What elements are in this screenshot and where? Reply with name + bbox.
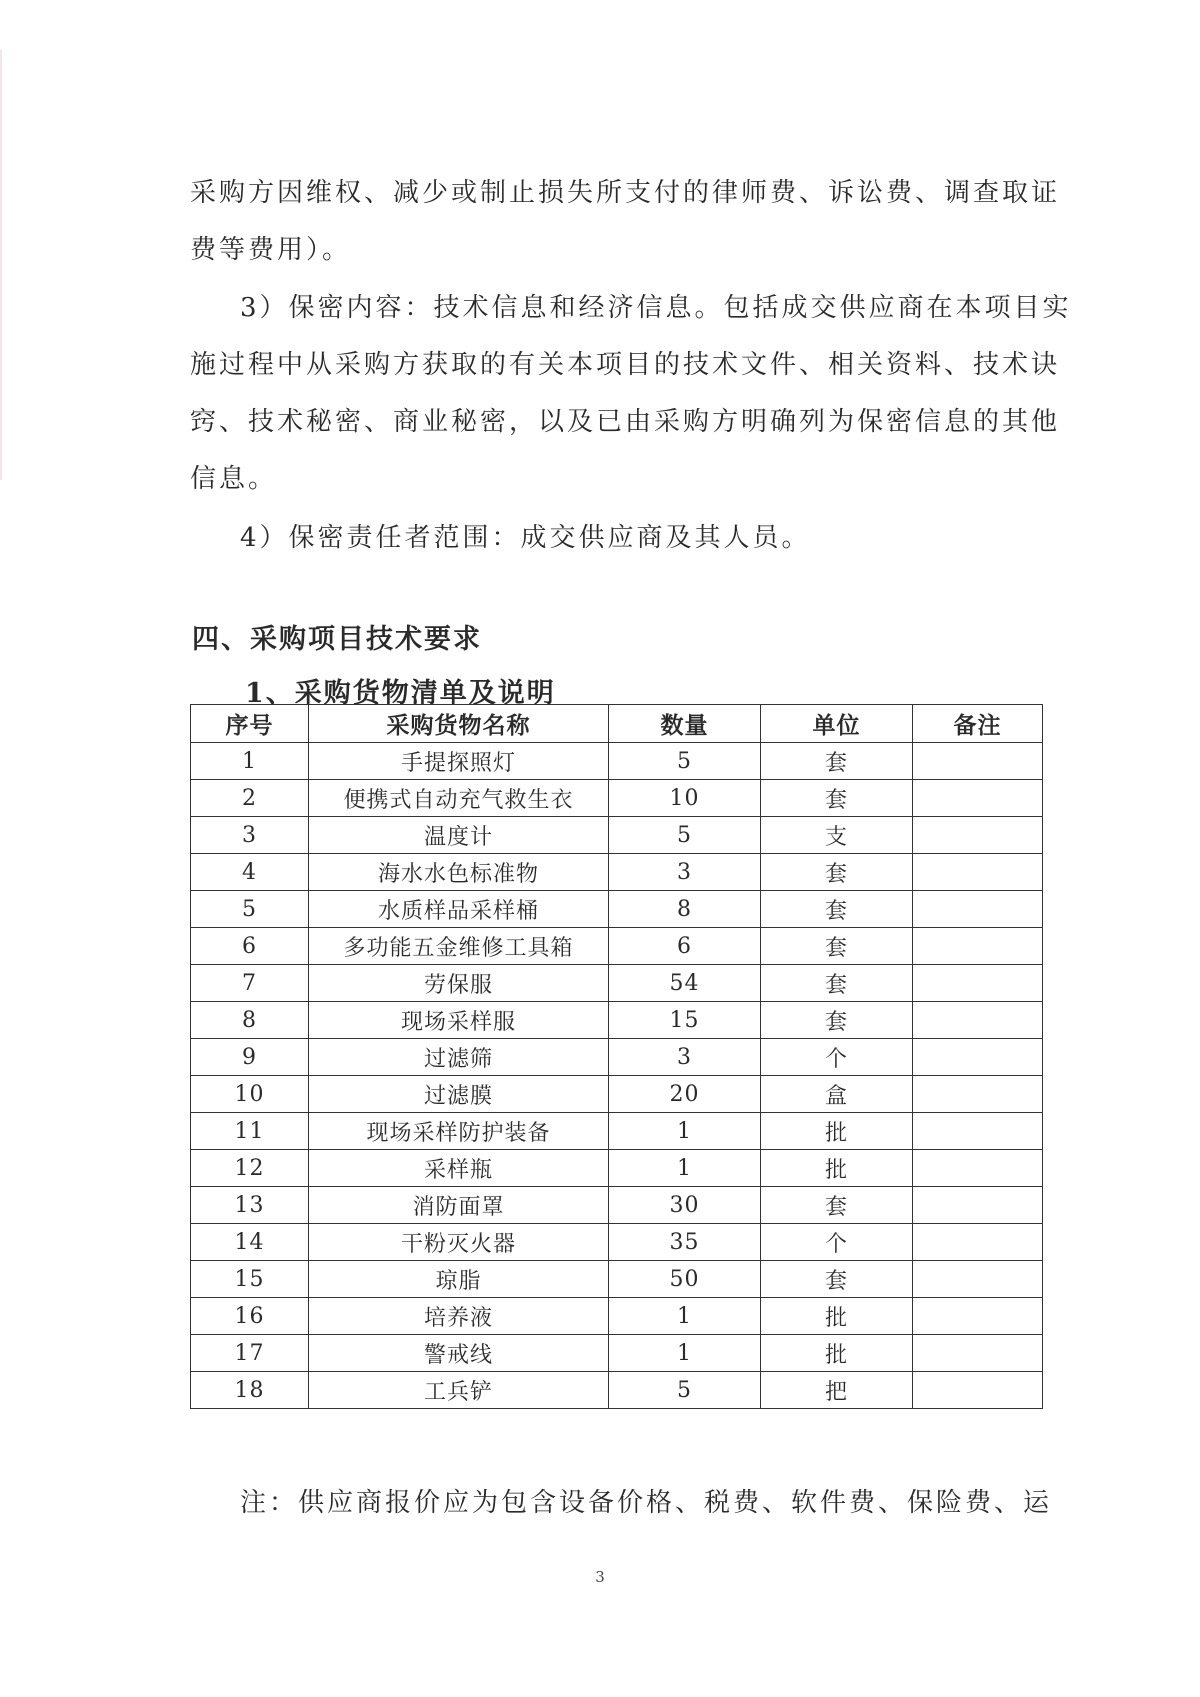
cell-item-name: 水质样品采样桶 xyxy=(309,891,609,928)
cell-item-name: 琼脂 xyxy=(309,1261,609,1298)
cell-remarks xyxy=(913,1113,1043,1150)
text-line: 费等费用）。 xyxy=(190,235,352,265)
cell-quantity: 20 xyxy=(609,1076,761,1113)
table-row xyxy=(191,1298,1043,1335)
cell-remarks xyxy=(913,891,1043,928)
cell-unit: 个 xyxy=(761,1039,913,1076)
table-row xyxy=(191,1335,1043,1372)
cell-serial: 12 xyxy=(191,1150,309,1187)
table-row xyxy=(191,1261,1043,1298)
cell-serial: 2 xyxy=(191,780,309,817)
cell-quantity: 3 xyxy=(609,1039,761,1076)
table-row xyxy=(191,1039,1043,1076)
cell-unit: 批 xyxy=(761,1150,913,1187)
cell-serial: 4 xyxy=(191,854,309,891)
table-row xyxy=(191,1224,1043,1261)
cell-unit: 套 xyxy=(761,1261,913,1298)
cell-remarks xyxy=(913,965,1043,1002)
header-remarks: 备注 xyxy=(913,705,1043,743)
cell-serial: 14 xyxy=(191,1224,309,1261)
table-row xyxy=(191,928,1043,965)
text-line: 窍、技术秘密、商业秘密，以及已由采购方明确列为保密信息的其他 xyxy=(190,407,1061,437)
cell-remarks xyxy=(913,928,1043,965)
paragraph-confidential-content xyxy=(190,280,1072,508)
cell-item-name: 海水水色标准物 xyxy=(309,854,609,891)
cell-item-name: 劳保服 xyxy=(309,965,609,1002)
cell-serial: 5 xyxy=(191,891,309,928)
cell-serial: 9 xyxy=(191,1039,309,1076)
cell-unit: 套 xyxy=(761,743,913,780)
cell-item-name: 培养液 xyxy=(309,1298,609,1335)
cell-item-name: 手提探照灯 xyxy=(309,743,609,780)
cell-remarks xyxy=(913,1298,1043,1335)
cell-quantity: 6 xyxy=(609,928,761,965)
page-number: 3 xyxy=(595,1568,605,1586)
cell-unit: 批 xyxy=(761,1113,913,1150)
cell-item-name: 警戒线 xyxy=(309,1335,609,1372)
table-row xyxy=(191,1076,1043,1113)
cell-quantity: 5 xyxy=(609,1372,761,1409)
header-quantity: 数量 xyxy=(609,705,761,743)
cell-quantity: 1 xyxy=(609,1150,761,1187)
cell-quantity: 30 xyxy=(609,1187,761,1224)
text-line: 3）保密内容：技术信息和经济信息。包括成交供应商在本项目实 xyxy=(240,293,1072,323)
cell-quantity: 8 xyxy=(609,891,761,928)
cell-quantity: 1 xyxy=(609,1335,761,1372)
cell-item-name: 过滤膜 xyxy=(309,1076,609,1113)
text-line: 4）保密责任者范围：成交供应商及其人员。 xyxy=(240,523,811,553)
table-note: 注：供应商报价应为包含设备价格、税费、软件费、保险费、运 xyxy=(240,1488,1053,1518)
cell-quantity: 50 xyxy=(609,1261,761,1298)
cell-serial: 7 xyxy=(191,965,309,1002)
cell-remarks xyxy=(913,854,1043,891)
cell-item-name: 采样瓶 xyxy=(309,1150,609,1187)
cell-unit: 批 xyxy=(761,1298,913,1335)
cell-remarks xyxy=(913,1261,1043,1298)
cell-unit: 套 xyxy=(761,1187,913,1224)
cell-serial: 6 xyxy=(191,928,309,965)
cell-item-name: 消防面罩 xyxy=(309,1187,609,1224)
section-title: 四、采购项目技术要求 xyxy=(192,624,482,655)
table-row xyxy=(191,743,1043,780)
cell-item-name: 现场采样服 xyxy=(309,1002,609,1039)
cell-remarks xyxy=(913,1335,1043,1372)
cell-unit: 套 xyxy=(761,965,913,1002)
cell-unit: 盒 xyxy=(761,1076,913,1113)
cell-item-name: 温度计 xyxy=(309,817,609,854)
text-line: 施过程中从采购方获取的有关本项目的技术文件、相关资料、技术诀 xyxy=(190,350,1061,380)
margin-mark xyxy=(0,50,2,480)
cell-quantity: 5 xyxy=(609,817,761,854)
cell-item-name: 干粉灭火器 xyxy=(309,1224,609,1261)
cell-serial: 13 xyxy=(191,1187,309,1224)
text-line: 信息。 xyxy=(190,464,278,494)
cell-unit: 个 xyxy=(761,1224,913,1261)
cell-unit: 套 xyxy=(761,854,913,891)
table-row xyxy=(191,891,1043,928)
table-row xyxy=(191,1187,1043,1224)
cell-item-name: 现场采样防护装备 xyxy=(309,1113,609,1150)
cell-quantity: 10 xyxy=(609,780,761,817)
cell-unit: 套 xyxy=(761,891,913,928)
table-row xyxy=(191,780,1043,817)
cell-serial: 11 xyxy=(191,1113,309,1150)
cell-serial: 18 xyxy=(191,1372,309,1409)
cell-item-name: 便携式自动充气救生衣 xyxy=(309,780,609,817)
table-row xyxy=(191,1113,1043,1150)
table-header-row xyxy=(191,705,1043,743)
cell-item-name: 过滤筛 xyxy=(309,1039,609,1076)
table-row xyxy=(191,1150,1043,1187)
cell-remarks xyxy=(913,1150,1043,1187)
cell-remarks xyxy=(913,743,1043,780)
cell-serial: 8 xyxy=(191,1002,309,1039)
cell-serial: 16 xyxy=(191,1298,309,1335)
cell-remarks xyxy=(913,1224,1043,1261)
text-line: 采购方因维权、减少或制止损失所支付的律师费、诉讼费、调查取证 xyxy=(190,178,1061,208)
cell-item-name: 工兵铲 xyxy=(309,1372,609,1409)
cell-quantity: 35 xyxy=(609,1224,761,1261)
cell-remarks xyxy=(913,780,1043,817)
cell-serial: 3 xyxy=(191,817,309,854)
table-row xyxy=(191,1002,1043,1039)
cell-remarks xyxy=(913,1002,1043,1039)
table-row xyxy=(191,817,1043,854)
section-subtitle: 1、采购货物清单及说明 xyxy=(245,678,556,709)
cell-unit: 批 xyxy=(761,1335,913,1372)
header-unit: 单位 xyxy=(761,705,913,743)
table-row xyxy=(191,854,1043,891)
table-row xyxy=(191,1372,1043,1409)
cell-remarks xyxy=(913,1076,1043,1113)
goods-table xyxy=(190,704,1043,1409)
cell-quantity: 3 xyxy=(609,854,761,891)
cell-remarks xyxy=(913,1039,1043,1076)
cell-unit: 套 xyxy=(761,1002,913,1039)
cell-unit: 把 xyxy=(761,1372,913,1409)
header-item-name: 采购货物名称 xyxy=(309,705,609,743)
cell-remarks xyxy=(913,817,1043,854)
cell-serial: 1 xyxy=(191,743,309,780)
cell-serial: 10 xyxy=(191,1076,309,1113)
paragraph-continuation xyxy=(190,165,1061,279)
cell-quantity: 15 xyxy=(609,1002,761,1039)
cell-remarks xyxy=(913,1372,1043,1409)
cell-quantity: 54 xyxy=(609,965,761,1002)
paragraph-confidential-scope xyxy=(240,510,1030,567)
cell-unit: 支 xyxy=(761,817,913,854)
header-serial: 序号 xyxy=(191,705,309,743)
table-body xyxy=(191,743,1043,1409)
cell-remarks xyxy=(913,1187,1043,1224)
table-row xyxy=(191,965,1043,1002)
cell-serial: 15 xyxy=(191,1261,309,1298)
cell-quantity: 5 xyxy=(609,743,761,780)
cell-unit: 套 xyxy=(761,780,913,817)
cell-serial: 17 xyxy=(191,1335,309,1372)
cell-quantity: 1 xyxy=(609,1113,761,1150)
cell-quantity: 1 xyxy=(609,1298,761,1335)
cell-unit: 套 xyxy=(761,928,913,965)
cell-item-name: 多功能五金维修工具箱 xyxy=(309,928,609,965)
